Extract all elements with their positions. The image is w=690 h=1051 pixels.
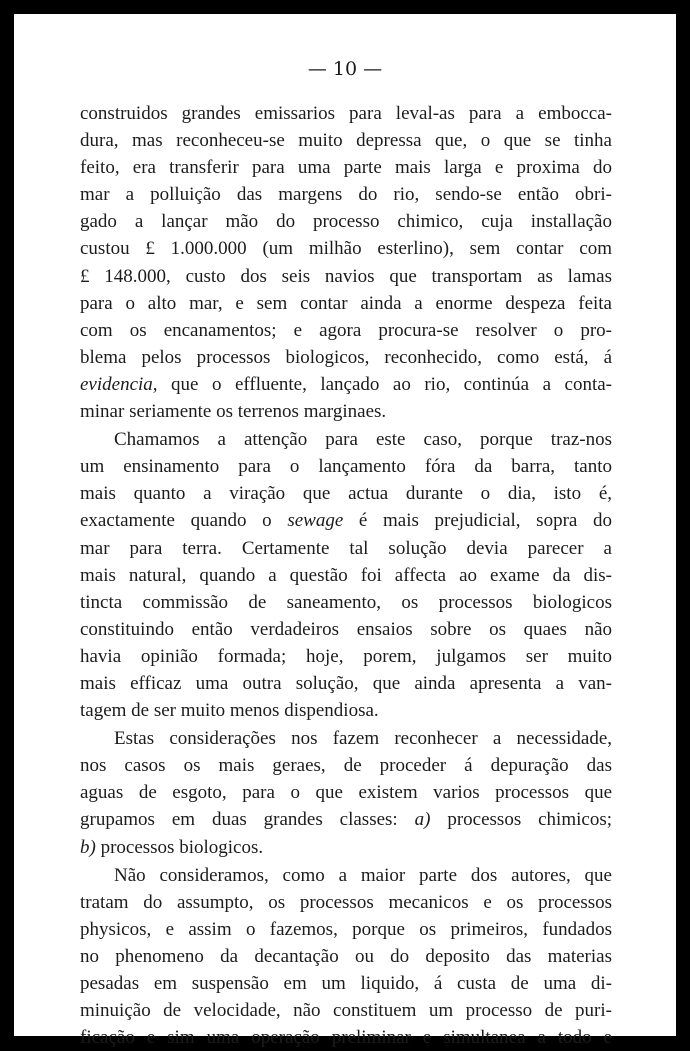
text-line: mais efficaz uma outra solução, que ainda apresenta a van- — [80, 672, 612, 694]
paragraph — [80, 100, 612, 425]
text-line: mar para terra. Certamente tal solução devia parecer a — [80, 537, 612, 559]
text-line: tincta commissão de saneamento, os processos biologicos — [80, 591, 612, 613]
text-line: para o alto mar, e sem contar ainda a enorme despeza feita — [80, 292, 612, 314]
text-line: minar seriamente os terrenos marginaes. — [80, 401, 387, 423]
text-line: exactamente quando o sewage é mais prejudicial, sopra do — [80, 510, 612, 532]
book-page — [14, 14, 676, 1049]
text-line: construidos grandes emissarios para leval-as para a embocca- — [80, 103, 612, 124]
text-line: Estas considerações nos fazem reconhecer a necessidade, — [114, 728, 612, 750]
page-number: — 10 — — [307, 58, 383, 80]
paragraph — [80, 725, 612, 860]
text-line: dura, mas reconheceu-se muito depressa que, o que se tinha — [80, 130, 612, 152]
text-line: £ 148.000, custo dos seis navios que transportam as lamas — [80, 265, 612, 287]
paragraph — [80, 862, 612, 1051]
text-line: custou £ 1.000.000 (um milhão esterlino), sem contar com — [80, 238, 612, 260]
text-line: mais quanto a viração que actua durante o dia, isto é, — [80, 483, 612, 505]
text-line: aguas de esgoto, para o que existem varios processos que — [80, 782, 612, 804]
paragraph — [80, 426, 612, 724]
text-line: havia opinião formada; hoje, porem, julgamos ser muito — [80, 645, 612, 667]
text-line: com os encanamentos; e agora procura-se resolver o pro- — [80, 319, 612, 341]
text-line: no phenomeno da decantação ou do deposito das materias — [80, 945, 612, 967]
text-line: grupamos em duas grandes classes: a) processos chimicos; — [80, 809, 612, 831]
text-line: ficação e sim uma operação preliminar e simultanea a todo e — [80, 1027, 612, 1049]
text-line: Chamamos a attenção para este caso, porque traz-nos — [114, 429, 612, 451]
text-line: mais natural, quando a questão foi affecta ao exame da dis- — [80, 564, 612, 586]
text-line: blema pelos processos biologicos, reconhecido, como está, á — [80, 346, 612, 368]
text-line: nos casos os mais geraes, de proceder á depuração das — [80, 755, 612, 777]
text-line: um ensinamento para o lançamento fóra da barra, tanto — [80, 456, 612, 478]
text-line: tratam do assumpto, os processos mecanicos e os processos — [80, 891, 612, 913]
text-line: mar a polluição das margens do rio, sendo-se então obri- — [80, 184, 612, 206]
body-text — [80, 100, 612, 1051]
text-line: tagem de ser muito menos dispendiosa. — [80, 700, 379, 722]
text-line: constituindo então verdadeiros ensaios sobre os quaes não — [80, 618, 612, 640]
text-line: evidencia, que o effluente, lançado ao rio, continúa a conta- — [80, 373, 612, 395]
text-line: Não consideramos, como a maior parte dos autores, que — [114, 864, 612, 886]
text-line: b) processos biologicos. — [80, 836, 264, 858]
text-line: physicos, e assim o fazemos, porque os primeiros, fundados — [80, 918, 612, 940]
text-line: minuição de velocidade, não constituem um processo de puri- — [80, 1000, 612, 1022]
text-line: pesadas em suspensão em um liquido, á custa de uma di- — [80, 973, 612, 994]
text-line: feito, era transferir para uma parte mais larga e proxima do — [80, 157, 612, 179]
text-line: gado a lançar mão do processo chimico, cuja installação — [80, 211, 612, 233]
